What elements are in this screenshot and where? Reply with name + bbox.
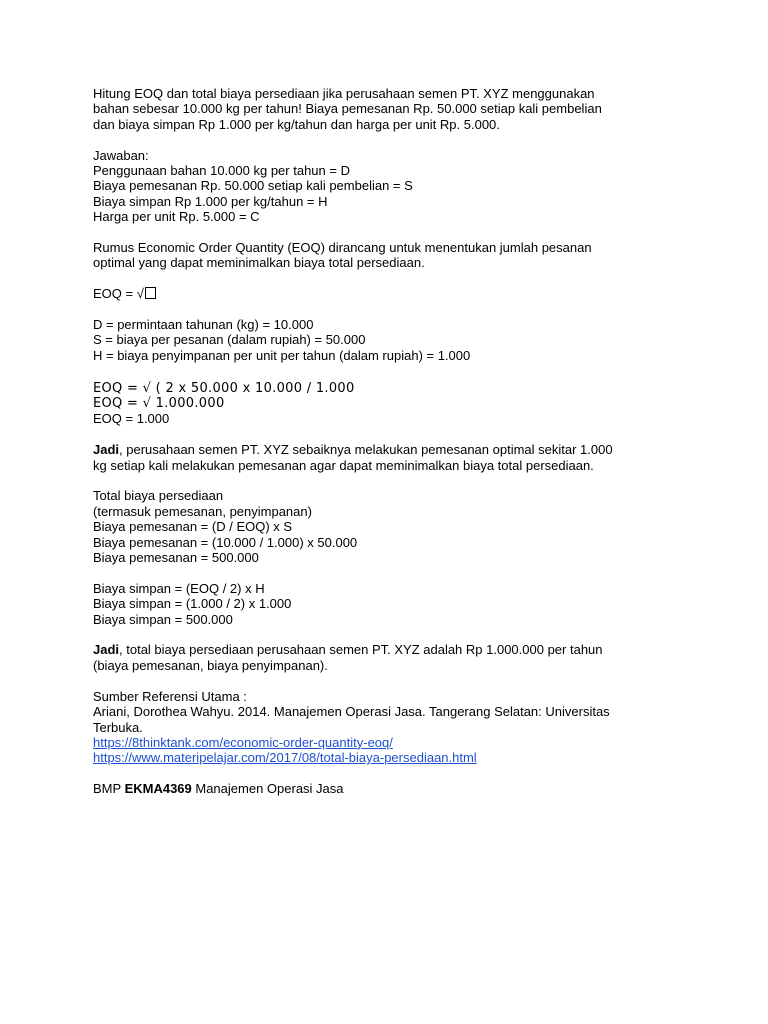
conclusion-text: (biaya pemesanan, biaya penyimpanan). [93,657,328,673]
conclusion-text: , total biaya persediaan perusahaan semen PT. XYZ adalah Rp 1.000.000 per tahun [119,642,603,658]
variable-line: D = permintaan tahunan (kg) = 10.000 [93,317,314,333]
references-section [93,689,693,766]
order-cost-line: Biaya pemesanan = (10.000 / 1.000) x 50.000 [93,534,358,550]
formula-intro-line: optimal yang dapat meminimalkan biaya total persediaan. [93,255,425,271]
question-line: bahan sebesar 10.000 kg per tahun! Biaya pemesanan Rp. 50.000 setiap kali pembelian [93,101,602,117]
footer-course-name: Manajemen Operasi Jasa [191,781,344,797]
eoq-calculation [93,381,693,427]
total-cost-subheading: (termasuk pemesanan, penyimpanan) [93,503,312,519]
conclusion-bold: Jadi [93,442,120,458]
variable-line: S = biaya per pesanan (dalam rupiah) = 50.000 [93,332,366,348]
given-line: Biaya simpan Rp 1.000 per kg/tahun = H [93,193,328,209]
conclusion-text: kg setiap kali melakukan pemesanan agar dapat meminimalkan biaya total persediaan. [93,457,594,473]
formula-intro [93,240,693,271]
question-line: Hitung EOQ dan total biaya persediaan jika perusahaan semen PT. XYZ menggunakan [93,86,595,101]
variable-line: H = biaya penyimpanan per unit per tahun (dalam rupiah) = 1.000 [93,347,471,363]
given-line: Harga per unit Rp. 5.000 = C [93,209,260,225]
calc-line: EOQ = √ ( 2 x 50.000 x 10.000 / 1.000 [93,380,355,396]
reference-link-eoq[interactable]: https://8thinktank.com/economic-order-quantity-eoq/ [93,734,393,750]
citation-line: Terbuka. [93,719,143,735]
course-code: EKMA4369 [124,781,192,797]
conclusion-paragraph [93,442,693,473]
calc-line: EOQ = √ 1.000.000 [93,396,225,412]
conclusion-bold: Jadi [93,642,120,658]
references-heading: Sumber Referensi Utama : [93,688,247,704]
answer-givens [93,148,693,225]
order-cost-line: Biaya pemesanan = 500.000 [93,550,259,566]
given-line: Penggunaan bahan 10.000 kg per tahun = D [93,163,350,179]
variable-definitions [93,317,693,363]
eoq-formula [93,286,693,301]
answer-heading: Jawaban: [93,147,149,163]
footer-prefix: BMP [93,781,125,797]
holding-cost-line: Biaya simpan = 500.000 [93,611,233,627]
eoq-formula-label: EOQ = √ [93,286,144,302]
document-page [93,86,693,797]
reference-link-total-cost[interactable]: https://www.materipelajar.com/2017/08/total-biaya-persediaan.html [93,750,477,766]
formula-image-placeholder-icon [145,287,156,299]
formula-intro-line: Rumus Economic Order Quantity (EOQ) dirancang untuk menentukan jumlah pesanan [93,240,592,256]
total-cost-heading: Total biaya persediaan [93,488,224,504]
citation-line: Ariani, Dorothea Wahyu. 2014. Manajemen Operasi Jasa. Tangerang Selatan: Universitas [93,704,610,720]
holding-cost-line: Biaya simpan = (1.000 / 2) x 1.000 [93,596,292,612]
total-cost-section [93,488,693,565]
question-line: dan biaya simpan Rp 1.000 per kg/tahun dan harga per unit Rp. 5.000. [93,116,500,132]
holding-cost-section [93,581,693,627]
order-cost-line: Biaya pemesanan = (D / EOQ) x S [93,519,293,535]
calc-result: EOQ = 1.000 [93,411,170,427]
footer-source [93,781,693,796]
question-paragraph [93,86,693,132]
given-line: Biaya pemesanan Rp. 50.000 setiap kali pembelian = S [93,178,413,194]
final-conclusion [93,642,693,673]
holding-cost-line: Biaya simpan = (EOQ / 2) x H [93,580,265,596]
conclusion-text: , perusahaan semen PT. XYZ sebaiknya melakukan pemesanan optimal sekitar 1.000 [119,442,613,458]
